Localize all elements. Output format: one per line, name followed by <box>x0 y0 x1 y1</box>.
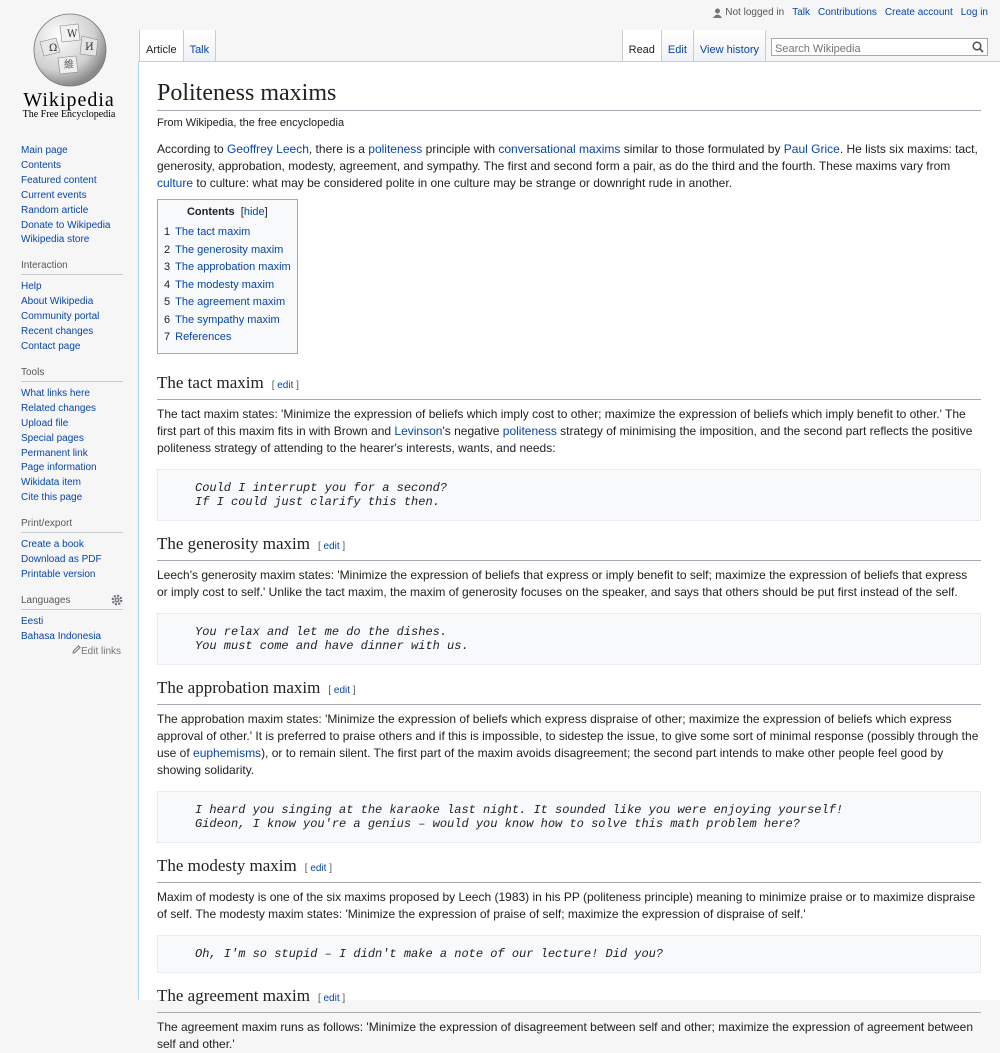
sidebar-item-permanent-link[interactable]: Permanent link <box>21 447 88 459</box>
contributions-link[interactable]: Contributions <box>818 7 877 18</box>
wikipedia-logo[interactable] <box>0 0 138 130</box>
language-item-bahasa-indonesia[interactable]: Bahasa Indonesia <box>21 630 102 642</box>
tab-edit[interactable]: Edit <box>662 30 694 61</box>
create-account-link[interactable]: Create account <box>884 7 953 18</box>
toc-item[interactable]: 6 The sympathy maxim <box>164 313 280 326</box>
approbation-paragraph: The approbation maxim states: 'Minimize the expression of beliefs which express dispraise of other; maximize the expression of beliefs which express approval of other.' It is preferred to praise others and if this is impossible, to sidestep the issue, to give some sort of minimal response (possibly through the use of euphemisms), or to remain silent. The first part of the maxim avoids disagreement; the second part intends to make other people feel good by showing solidarity. <box>157 711 979 777</box>
tact-example: Could I interrupt you for a second? If I could just clarify this then. <box>157 469 981 521</box>
logo-tagline: The Free Encyclopedia <box>22 109 116 120</box>
tab-view-history[interactable]: View history <box>694 30 766 61</box>
languages-portal <box>21 595 126 657</box>
interaction-heading: Interaction <box>21 260 123 275</box>
site-tagline: From Wikipedia, the free encyclopedia <box>157 117 345 129</box>
toc-item[interactable]: 7 References <box>164 331 232 343</box>
tools-heading: Tools <box>21 367 123 382</box>
edit-section-link[interactable]: edit <box>277 379 294 391</box>
tab-talk[interactable]: Talk <box>184 30 217 61</box>
language-item-eesti[interactable]: Eesti <box>21 615 44 627</box>
personal-talk-link[interactable]: Talk <box>792 7 810 18</box>
toc-item[interactable]: 5 The agreement maxim <box>164 296 286 308</box>
link-politeness-2[interactable]: politeness <box>502 423 557 438</box>
link-geoffrey-leech[interactable]: Geoffrey Leech <box>227 142 309 156</box>
svg-text:W: W <box>67 29 78 40</box>
sidebar-item-current-events[interactable]: Current events <box>21 189 87 201</box>
modesty-example: Oh, I'm so stupid – I didn't make a note of our lecture! Did you? <box>157 935 981 973</box>
pencil-icon <box>72 645 81 654</box>
edit-links-label: Edit links <box>80 645 121 657</box>
toc-title: Contents [hide] <box>186 206 268 218</box>
section-heading-approbation: The approbation maxim [ edit ] <box>157 677 981 705</box>
tab-article[interactable]: Article <box>139 30 184 61</box>
tools-portal <box>21 367 126 506</box>
personal-tools <box>713 7 988 18</box>
link-conversational-maxims[interactable]: conversational maxims <box>498 142 621 156</box>
sidebar-item-special-pages[interactable]: Special pages <box>21 432 84 444</box>
link-euphemisms[interactable]: euphemisms <box>193 745 262 760</box>
sidebar-item-store[interactable]: Wikipedia store <box>21 234 90 246</box>
link-politeness[interactable]: politeness <box>368 142 423 156</box>
sidebar-item-recent-changes[interactable]: Recent changes <box>21 326 94 338</box>
print-export-portal <box>21 518 126 583</box>
gear-icon[interactable] <box>111 594 123 606</box>
section-heading-generosity: The generosity maxim [ edit ] <box>157 533 981 561</box>
sidebar-item-what-links-here[interactable]: What links here <box>21 387 90 399</box>
namespace-tabs <box>139 30 216 61</box>
sidebar <box>0 140 138 669</box>
navigation-portal <box>21 144 126 248</box>
link-paul-grice[interactable]: Paul Grice <box>783 142 840 156</box>
toc-item[interactable]: 3 The approbation maxim <box>164 261 291 273</box>
sidebar-item-upload-file[interactable]: Upload file <box>21 417 69 429</box>
wikipedia-globe-icon <box>30 12 110 88</box>
svg-text:И: И <box>85 42 94 53</box>
section-heading-tact: The tact maxim [ edit ] <box>157 372 981 400</box>
approbation-example: I heard you singing at the karaoke last night. It sounded like you were enjoying yourself! Gideon, I know you're a genius – would you know how to solve this math problem here? <box>157 791 981 843</box>
tact-paragraph: The tact maxim states: 'Minimize the expression of beliefs which imply cost to other; maximize the expression of beliefs which imply benefit to other.' The first part of this maxim fits in with Brown and Levinson's negative politeness strategy of minimising the imposition, and the second part reflects the positive politeness strategy of attending to the hearer's interests, wants, and needs: <box>157 406 973 455</box>
sidebar-item-featured-content[interactable]: Featured content <box>21 174 97 186</box>
not-logged-in-label: Not logged in <box>725 7 785 18</box>
generosity-paragraph: Leech's generosity maxim states: 'Minimize the expression of beliefs that express or imply benefit to self; maximize the expression of beliefs that express or imply cost to self.' Unlike the tact maxim, the maxim of generosity focuses on the speaker, and says that others should be put first instead of the self. <box>157 567 968 599</box>
page-title: Politeness maxims <box>157 78 981 111</box>
sidebar-item-page-information[interactable]: Page information <box>21 462 97 474</box>
section-heading-modesty: The modesty maxim [ edit ] <box>157 855 981 883</box>
languages-heading: Languages <box>21 595 123 610</box>
search-icon[interactable] <box>972 41 984 53</box>
log-in-link[interactable]: Log in <box>960 7 988 18</box>
edit-section-link[interactable]: edit <box>333 684 351 696</box>
sidebar-item-random-article[interactable]: Random article <box>21 204 89 216</box>
sidebar-item-contact-page[interactable]: Contact page <box>21 340 81 352</box>
toc-item[interactable]: 1 The tact maxim <box>164 226 251 238</box>
svg-text:Ω: Ω <box>49 43 58 54</box>
search-input[interactable] <box>772 41 968 57</box>
toc-heading: Contents <box>186 206 235 218</box>
intro-paragraph: According to Geoffrey Leech, there is a politeness principle with conversational maxims similar to those formulated by Paul Grice. He lists six maxims: tact, generosity, approbation, modesty, agreement, and sympathy. The first and second form a pair, as do the third and the fourth. These maxims vary from culture to culture: what may be considered polite in one culture may be strange or downright rude in another. <box>157 142 978 190</box>
section-heading-agreement: The agreement maxim [ edit ] <box>157 985 981 1013</box>
view-tabs <box>622 30 766 61</box>
toc-item[interactable]: 4 The modesty maxim <box>164 278 275 291</box>
table-of-contents <box>157 199 298 354</box>
tab-read[interactable]: Read <box>622 30 662 61</box>
content-area <box>138 61 1000 1051</box>
sidebar-item-related-changes[interactable]: Related changes <box>21 402 97 414</box>
sidebar-item-cite-this-page[interactable]: Cite this page <box>21 492 83 504</box>
sidebar-item-contents[interactable]: Contents <box>21 159 62 171</box>
edit-section-link[interactable]: edit <box>323 992 340 1004</box>
svg-text:維: 維 <box>64 60 74 71</box>
print-export-heading: Print/export <box>21 518 123 533</box>
edit-section-link[interactable]: edit <box>310 862 327 874</box>
sidebar-item-about[interactable]: About Wikipedia <box>21 296 94 308</box>
generosity-example: You relax and let me do the dishes. You must come and have dinner with us. <box>157 613 981 665</box>
interaction-portal <box>21 260 126 355</box>
toc-hide-toggle[interactable]: hide <box>243 206 265 218</box>
sidebar-item-download-pdf[interactable]: Download as PDF <box>21 554 102 566</box>
agreement-paragraph: The agreement maxim runs as follows: 'Minimize the expression of disagreement between self and other; maximize the expression of agreement between self and other.' <box>157 1019 974 1051</box>
search-box <box>771 38 988 56</box>
user-icon <box>713 8 722 18</box>
toc-item[interactable]: 2 The generosity maxim <box>164 243 284 256</box>
sidebar-item-wikidata-item[interactable]: Wikidata item <box>21 477 82 489</box>
sidebar-item-help[interactable]: Help <box>21 281 42 293</box>
logo-wordmark: Wikipedia <box>23 89 115 111</box>
modesty-paragraph: Maxim of modesty is one of the six maxims proposed by Leech (1983) in his PP (politeness principle) meaning to minimize praise or to maximize dispraise of self. The modesty maxim states: 'Minimize the expression of praise of self; maximize the expression of dispraise of self.' <box>157 889 976 921</box>
sidebar-item-donate[interactable]: Donate to Wikipedia <box>21 219 111 231</box>
link-culture[interactable]: culture <box>157 176 194 190</box>
edit-section-link[interactable]: edit <box>323 540 340 552</box>
sidebar-item-main-page[interactable]: Main page <box>21 145 68 156</box>
sidebar-item-community-portal[interactable]: Community portal <box>21 311 100 323</box>
not-logged-in <box>713 7 784 18</box>
sidebar-item-printable-version[interactable]: Printable version <box>21 568 96 580</box>
edit-links[interactable] <box>21 645 121 657</box>
sidebar-item-create-book[interactable]: Create a book <box>21 539 84 551</box>
link-levinson[interactable]: Levinson <box>394 423 443 438</box>
